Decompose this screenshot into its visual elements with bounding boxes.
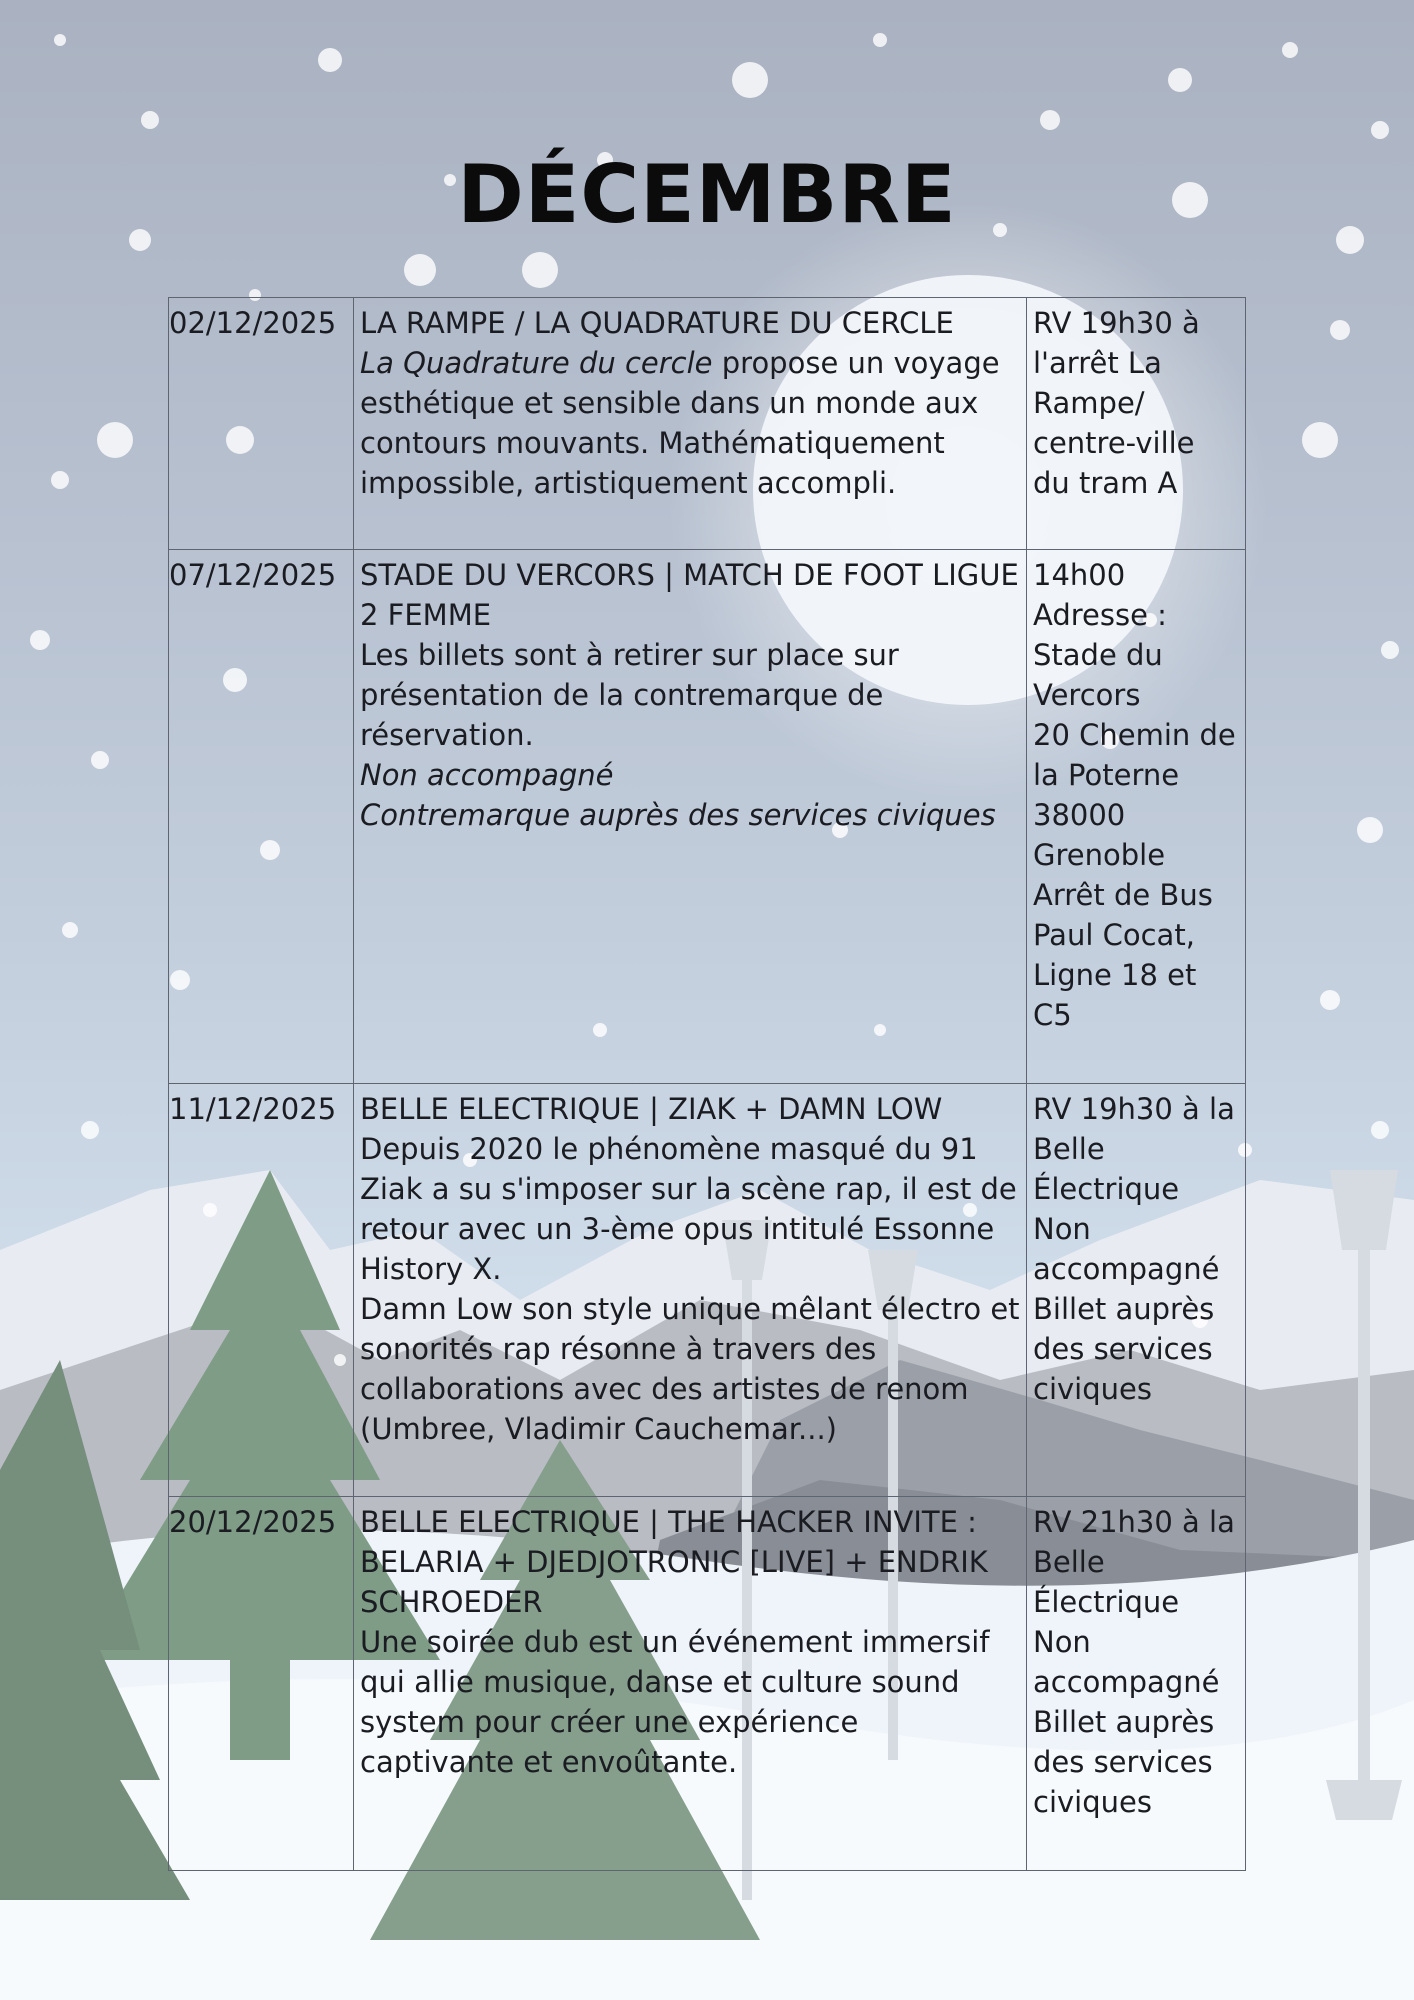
table-row xyxy=(169,1084,1246,1497)
event-info xyxy=(1027,1084,1246,1497)
event-date: 02/12/2025 xyxy=(169,298,354,550)
event-title: BELLE ELECTRIQUE | ZIAK + DAMN LOW xyxy=(360,1092,943,1126)
table-row xyxy=(169,298,1246,550)
event-info-line: RV 21h30 à la Belle Électrique xyxy=(1033,1505,1235,1619)
event-info-line: RV 19h30 à la Belle Électrique xyxy=(1033,1092,1235,1206)
event-note: Contremarque auprès des services civiques xyxy=(360,798,996,832)
events-table xyxy=(168,297,1246,1871)
event-info xyxy=(1027,550,1246,1084)
event-note: Non accompagné xyxy=(360,758,614,792)
event-info-line: Adresse : Stade du Vercors xyxy=(1033,598,1167,712)
event-title: BELLE ELECTRIQUE | THE HACKER INVITE : BELARIA + DJEDJOTRONIC [LIVE] + ENDRIK SCHROEDER xyxy=(360,1505,988,1619)
event-title: STADE DU VERCORS | MATCH DE FOOT LIGUE 2 FEMME xyxy=(360,558,1019,632)
event-info-line: Arrêt de Bus Paul Cocat, Ligne 18 et C5 xyxy=(1033,878,1213,1032)
event-info-line: Billet auprès des services civiques xyxy=(1033,1292,1215,1406)
event-description xyxy=(354,1084,1027,1497)
event-info-line: RV 19h30 à l'arrêt La Rampe/ centre-ville du tram A xyxy=(1033,306,1200,500)
event-info xyxy=(1027,298,1246,550)
event-info-line: Billet auprès des services civiques xyxy=(1033,1705,1215,1819)
event-info-line: Non accompagné xyxy=(1033,1625,1220,1699)
event-text-rest: propose un voyage esthétique et sensible dans un monde aux contours mouvants. Mathématiquement impossible, artistiquement accompli. xyxy=(360,346,1000,500)
event-description xyxy=(354,298,1027,550)
event-info-line: Non accompagné xyxy=(1033,1212,1220,1286)
event-date: 07/12/2025 xyxy=(169,550,354,1084)
event-text-italic: La Quadrature du cercle xyxy=(360,346,713,380)
event-info-line: 38000 Grenoble xyxy=(1033,798,1166,872)
event-title: LA RAMPE / LA QUADRATURE DU CERCLE xyxy=(360,306,954,340)
event-info xyxy=(1027,1497,1246,1871)
table-row xyxy=(169,1497,1246,1871)
event-date: 20/12/2025 xyxy=(169,1497,354,1871)
event-date: 11/12/2025 xyxy=(169,1084,354,1497)
event-description xyxy=(354,550,1027,1084)
event-text: Une soirée dub est un événement immersif qui allie musique, danse et culture sound system pour créer une expérience captivante et envoûtante. xyxy=(360,1625,990,1779)
event-description xyxy=(354,1497,1027,1871)
table-row xyxy=(169,550,1246,1084)
event-info-line: 14h00 xyxy=(1033,558,1126,592)
event-text: Depuis 2020 le phénomène masqué du 91 Ziak a su s'imposer sur la scène rap, il est de retour avec un 3-ème opus intitulé Essonne History X. xyxy=(360,1132,1017,1286)
event-text: Damn Low son style unique mêlant électro et sonorités rap résonne à travers des collaborations avec des artistes de renom (Umbree, Vladimir Cauchemar...) xyxy=(360,1292,1020,1446)
event-info-line: 20 Chemin de la Poterne xyxy=(1033,718,1236,792)
event-text: Les billets sont à retirer sur place sur présentation de la contremarque de réservation. xyxy=(360,638,899,752)
event-text xyxy=(360,343,1020,503)
page-title: DÉCEMBRE xyxy=(457,148,957,241)
